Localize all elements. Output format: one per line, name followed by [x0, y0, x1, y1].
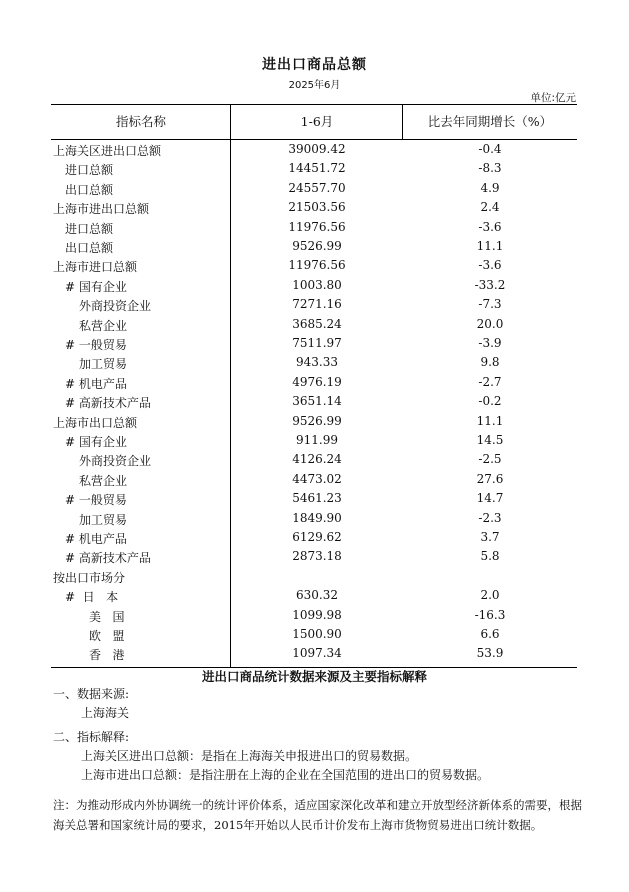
table-row	[51, 181, 577, 200]
indicator-name: 上海关区进出口总额	[53, 144, 162, 158]
unit-label: 单位:亿元	[530, 92, 576, 104]
indicator-name: 进口总额	[65, 221, 114, 236]
indicator-name: 外商投资企业	[79, 299, 152, 314]
indicator-name: 香 港	[89, 648, 125, 663]
notes-title: 进出口商品统计数据来源及主要指标解释	[201, 669, 427, 684]
column-header-indicator: 指标名称	[115, 114, 166, 129]
period-value: 39009.42	[288, 142, 346, 156]
indicator-name: # 一般贸易	[65, 493, 127, 508]
table-row	[51, 258, 577, 277]
column-header-growth: 比去年同期增长（%）	[427, 114, 553, 129]
table-row	[51, 452, 577, 471]
table-row	[51, 472, 577, 491]
table-row	[51, 491, 577, 510]
period-value: 943.33	[296, 355, 338, 370]
indicator-name: # 国有企业	[65, 279, 127, 294]
indicator-name: 进口总额	[65, 163, 114, 178]
table-row	[51, 646, 577, 665]
period-value: 2873.18	[292, 549, 342, 564]
period-value: 4473.02	[292, 471, 342, 486]
growth-value: 4.9	[480, 180, 500, 195]
indicator-name: 出口总额	[65, 241, 114, 255]
indicator-name: 欧 盟	[89, 629, 125, 643]
source-heading: 一、数据来源:	[53, 687, 130, 701]
table-row	[51, 355, 577, 374]
period-value: 24557.70	[288, 180, 346, 195]
indicator-name: 按出口市场分	[53, 570, 126, 585]
table-row	[51, 433, 577, 452]
period-value: 3651.14	[292, 394, 342, 409]
table-row	[51, 549, 577, 568]
period-value: 9526.99	[292, 413, 342, 428]
growth-value: 11.1	[476, 239, 504, 253]
period-value: 11976.56	[288, 219, 346, 234]
period-value: 911.99	[296, 433, 338, 447]
table-row	[51, 239, 577, 258]
growth-value: -0.2	[478, 394, 502, 409]
table-row	[51, 317, 577, 336]
period-value: 21503.56	[288, 200, 346, 215]
table-row	[51, 142, 577, 161]
indicator-name: # 高新技术产品	[65, 396, 151, 411]
growth-value: 3.7	[480, 530, 500, 544]
table-row	[51, 414, 577, 433]
period-value: 3685.24	[292, 316, 342, 331]
growth-value: -2.5	[478, 452, 502, 467]
table-row	[51, 588, 577, 607]
page-title: 进出口商品总额	[262, 57, 367, 73]
report-period: 2025年6月	[288, 80, 341, 91]
definition-heading: 二、指标解释:	[53, 730, 130, 744]
growth-value: -7.3	[478, 297, 502, 312]
indicator-name: 上海市进出口总额	[53, 202, 150, 217]
definition-customs: 上海关区进出口总额：是指在上海海关申报进出口的贸易数据。	[81, 749, 418, 763]
table-row	[51, 569, 577, 588]
indicator-name: # 一般贸易	[65, 338, 127, 352]
period-value: 5461.23	[292, 491, 342, 506]
indicator-name: # 日 本	[65, 590, 119, 605]
trade-table	[51, 104, 577, 668]
table-row	[51, 200, 577, 219]
growth-value: 14.7	[476, 491, 504, 506]
table-row	[51, 530, 577, 549]
growth-value: 2.4	[480, 200, 500, 215]
growth-value: -33.2	[474, 277, 506, 292]
column-divider	[402, 105, 403, 139]
indicator-name: 加工贸易	[79, 357, 128, 372]
growth-value: -0.4	[478, 142, 502, 156]
indicator-name: 上海市进口总额	[53, 260, 138, 275]
table-row	[51, 394, 577, 413]
indicator-name: 出口总额	[65, 182, 114, 197]
indicator-name: 外商投资企业	[79, 454, 152, 469]
indicator-name: 私营企业	[79, 318, 128, 333]
period-value: 1003.80	[292, 277, 342, 292]
indicator-name: 上海市出口总额	[53, 415, 138, 430]
growth-value: -8.3	[478, 161, 502, 176]
period-value: 14451.72	[288, 161, 346, 176]
growth-value: 14.5	[476, 433, 504, 447]
growth-value: -3.9	[478, 336, 502, 350]
table-row	[51, 375, 577, 394]
period-value: 6129.62	[292, 530, 342, 544]
period-value: 1849.90	[292, 510, 342, 525]
table-row	[51, 511, 577, 530]
indicator-name: # 国有企业	[65, 435, 127, 449]
growth-value: 9.8	[480, 355, 500, 370]
period-value: 11976.56	[288, 258, 346, 273]
growth-value: -3.6	[478, 219, 502, 234]
indicator-name: # 高新技术产品	[65, 551, 151, 566]
period-value: 1097.34	[292, 646, 342, 661]
table-row	[51, 297, 577, 316]
period-value: 7271.16	[292, 297, 342, 312]
growth-value: 53.9	[476, 646, 504, 661]
table-row	[51, 220, 577, 239]
footnote: 注：为推动形成内外协调统一的统计评价体系，适应国家深化改革和建立开放型经济新体系的需要，根据海关总署和国家统计局的要求，2015年开始以人民币计价发布上海市货物贸易进出口统计数据。	[53, 798, 582, 832]
growth-value: -16.3	[474, 607, 506, 622]
period-value: 630.32	[296, 588, 338, 603]
table-header	[51, 105, 577, 140]
growth-value: 27.6	[476, 471, 504, 486]
indicator-name: # 机电产品	[65, 376, 127, 391]
growth-value: -2.3	[478, 510, 502, 525]
indicator-name: 美 国	[89, 609, 125, 624]
period-value: 1099.98	[292, 607, 342, 622]
indicator-name: 加工贸易	[79, 512, 128, 527]
growth-value: 2.0	[480, 588, 500, 603]
growth-value: -2.7	[478, 374, 502, 389]
column-divider	[230, 105, 231, 139]
growth-value: 11.1	[476, 413, 504, 428]
period-value: 7511.97	[292, 336, 342, 350]
table-row	[51, 608, 577, 627]
period-value: 4976.19	[292, 374, 342, 389]
source-value: 上海海关	[81, 706, 130, 720]
indicator-name: # 机电产品	[65, 532, 127, 546]
growth-value: 6.6	[480, 627, 500, 641]
table-row	[51, 336, 577, 355]
column-header-period: 1-6月	[300, 114, 334, 129]
growth-value: 20.0	[476, 316, 504, 331]
table-row	[51, 627, 577, 646]
growth-value: -3.6	[478, 258, 502, 273]
period-value: 9526.99	[292, 239, 342, 253]
period-value: 4126.24	[292, 452, 342, 467]
period-value: 1500.90	[292, 627, 342, 641]
definition-city: 上海市进出口总额：是指注册在上海的企业在全国范围的进出口的贸易数据。	[81, 768, 490, 782]
growth-value: 5.8	[480, 549, 500, 564]
indicator-name: 私营企业	[79, 473, 128, 488]
table-row	[51, 278, 577, 297]
table-row	[51, 161, 577, 180]
